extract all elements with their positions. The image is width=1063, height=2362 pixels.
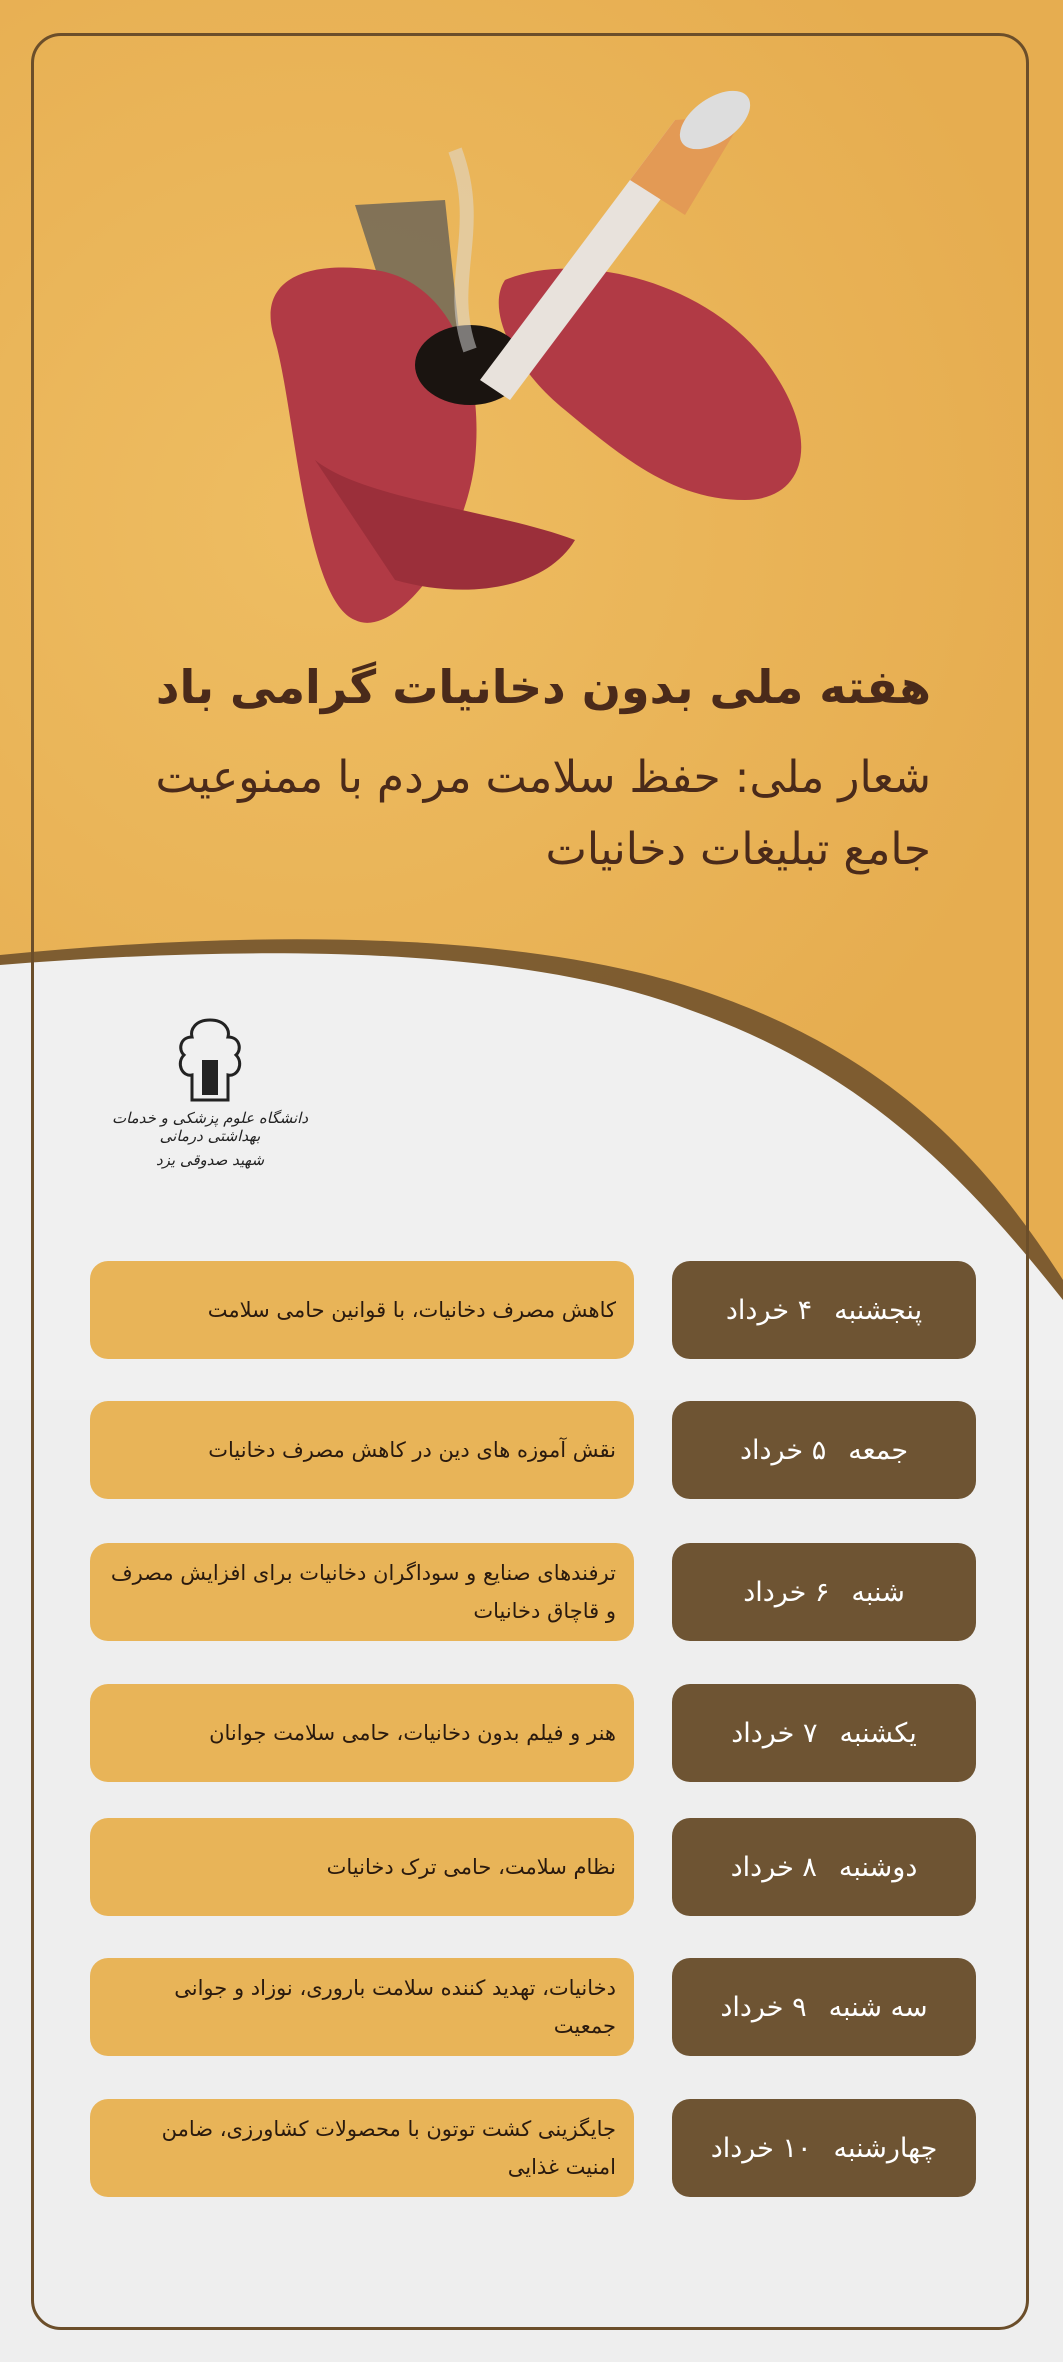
schedule-row	[90, 1261, 976, 1359]
date-box	[672, 1684, 976, 1782]
schedule-row	[90, 1818, 976, 1916]
schedule-row	[90, 1543, 976, 1641]
page-title: هفته ملی بدون دخانیات گرامی باد	[155, 660, 931, 714]
schedule-row	[90, 1684, 976, 1782]
day-label: شنبه	[851, 1576, 905, 1608]
date-label: ۵ خرداد	[739, 1434, 827, 1466]
date-label: ۶ خرداد	[743, 1576, 830, 1608]
date-box	[672, 1543, 976, 1641]
date-box	[672, 1818, 976, 1916]
day-label: جمعه	[848, 1434, 909, 1466]
emblem-icon	[170, 1015, 250, 1105]
logo-line-1: دانشگاه علوم پزشکی و خدمات بهداشتی درمانی	[111, 1109, 309, 1145]
day-label: یکشنبه	[839, 1717, 917, 1749]
date-label: ۹ خرداد	[720, 1991, 807, 2023]
topic-text: ترفندهای صنایع و سوداگران دخانیات برای افزایش مصرف و قاچاق دخانیات	[90, 1543, 634, 1641]
day-label: پنجشنبه	[834, 1294, 923, 1326]
date-label: ۴ خرداد	[725, 1294, 813, 1326]
logo-line-2: شهید صدوقی یزد	[155, 1151, 265, 1169]
schedule-row	[90, 2099, 976, 2197]
date-box	[672, 2099, 976, 2197]
date-label: ۷ خرداد	[731, 1717, 818, 1749]
topic-text: نظام سلامت، حامی ترک دخانیات	[90, 1818, 634, 1916]
schedule-row	[90, 1958, 976, 2056]
topic-text: جایگزینی کشت توتون با محصولات کشاورزی، ضامن امنیت غذایی	[90, 2099, 634, 2197]
schedule-row	[90, 1401, 976, 1499]
date-box	[672, 1401, 976, 1499]
day-label: چهارشنبه	[833, 2132, 938, 2164]
date-label: ۱۰ خرداد	[710, 2132, 812, 2164]
date-box	[672, 1958, 976, 2056]
day-label: سه شنبه	[828, 1991, 928, 2023]
university-logo	[100, 1015, 320, 1169]
topic-text: نقش آموزه های دین در کاهش مصرف دخانیات	[90, 1401, 634, 1499]
day-label: دوشنبه	[838, 1851, 918, 1883]
topic-text: هنر و فیلم بدون دخانیات، حامی سلامت جوانان	[90, 1684, 634, 1782]
slogan: شعار ملی: حفظ سلامت مردم با ممنوعیت جامع تبلیغات دخانیات	[155, 752, 931, 875]
date-label: ۸ خرداد	[730, 1851, 817, 1883]
topic-text: دخانیات، تهدید کننده سلامت باروری، نوزاد و جوانی جمعیت	[90, 1958, 634, 2056]
topic-text: کاهش مصرف دخانیات، با قوانین حامی سلامت	[90, 1261, 634, 1359]
date-box	[672, 1261, 976, 1359]
